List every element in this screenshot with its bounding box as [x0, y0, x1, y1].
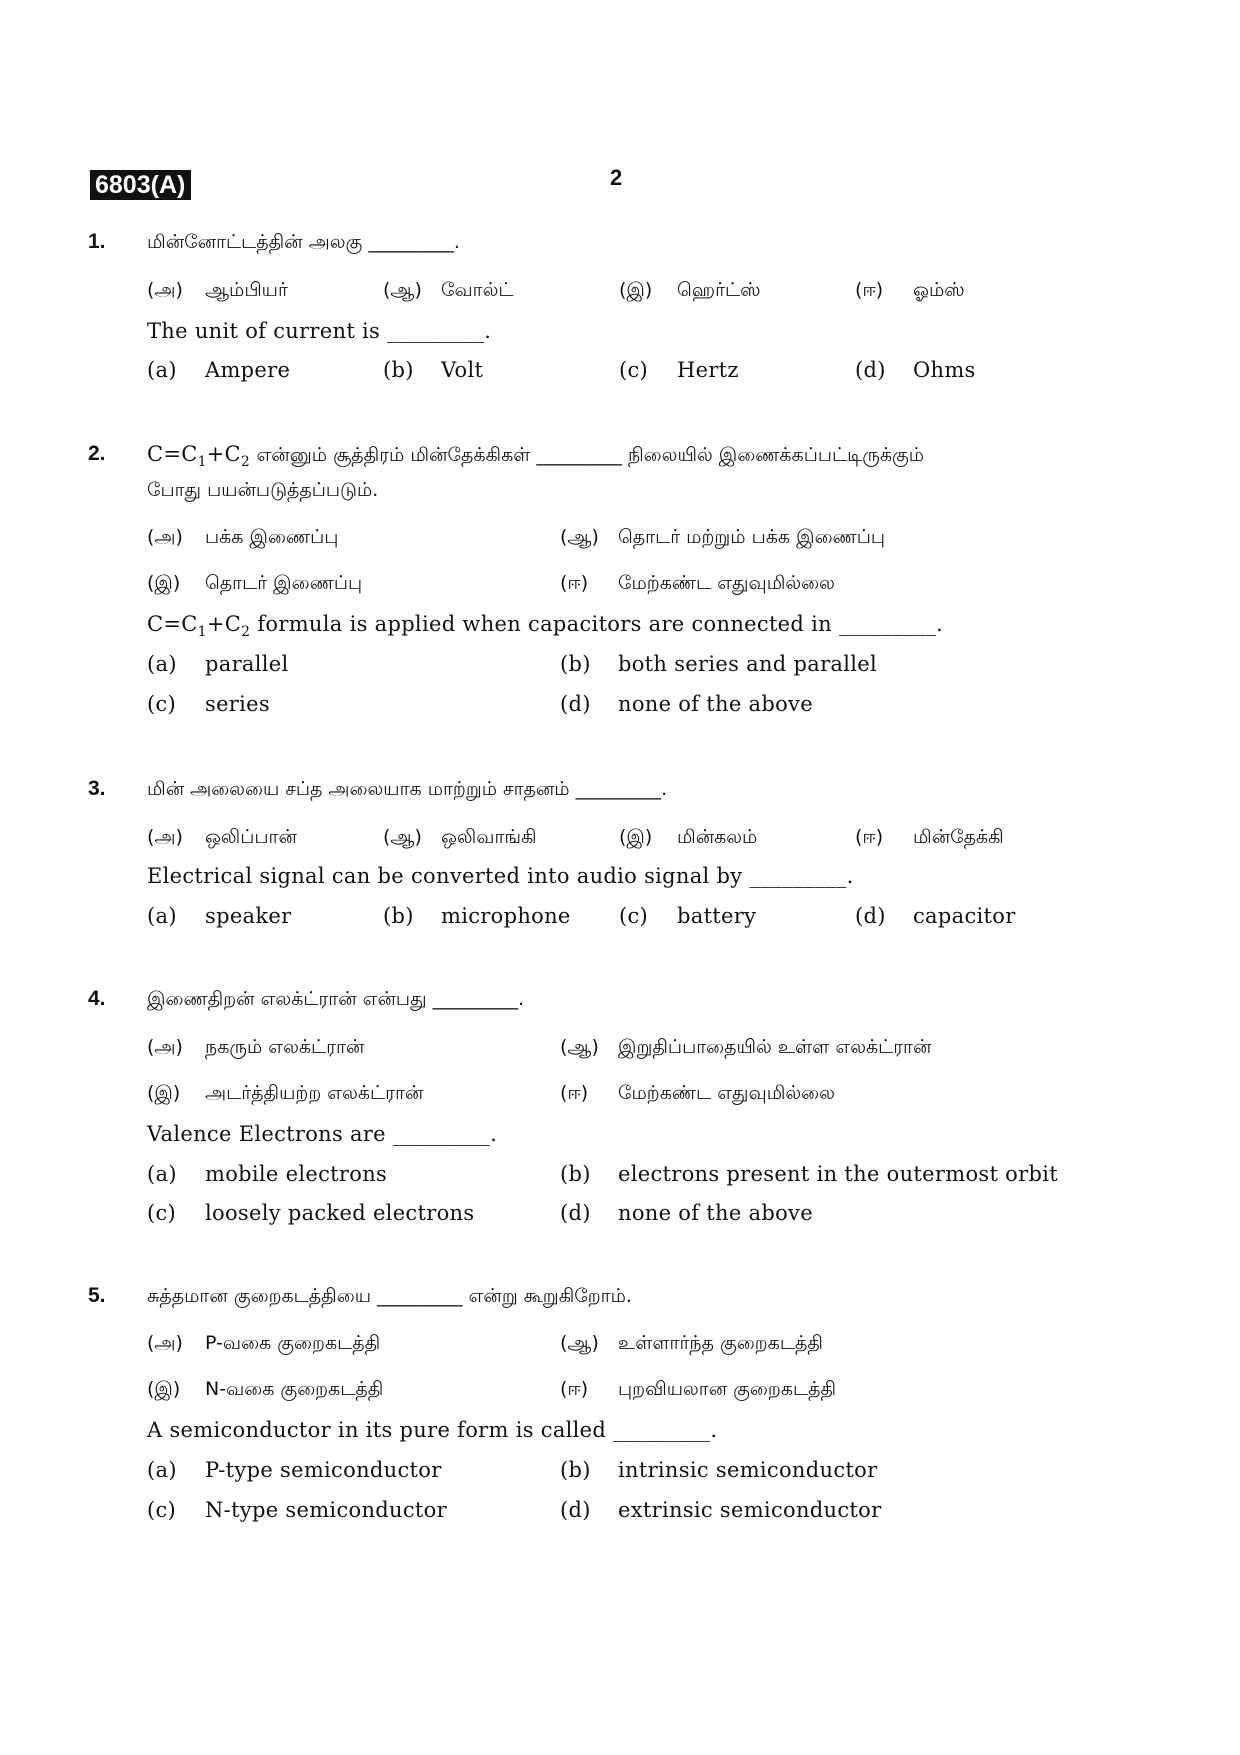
option-english-a: (a) speaker: [147, 904, 292, 928]
option-english-b: (b) Volt: [383, 358, 484, 382]
option-tamil-c: (இ) மின்கலம்: [619, 826, 758, 848]
option-tamil-b: (ஆ) தொடர் மற்றும் பக்க இணைப்பு: [560, 526, 886, 548]
option-english-a: (a) Ampere: [147, 358, 291, 382]
question-text-tamil: இணைதிறன் எலக்ட்ரான் என்பது _________.: [147, 988, 525, 1010]
option-english-d: (d) Ohms: [855, 358, 976, 382]
question-text-english: $C=C_1+C_2$ formula is applied when capacitors are connected in _________.: [147, 612, 944, 640]
question-number: 4.: [88, 987, 106, 1010]
option-english-a: (a) parallel: [147, 652, 289, 676]
option-tamil-c: (இ) N-வகை குறைகடத்தி: [147, 1378, 384, 1400]
option-tamil-d: (ஈ) ஓம்ஸ்: [855, 279, 965, 301]
option-english-b: (b) intrinsic semiconductor: [560, 1458, 878, 1482]
option-english-c: (c) N-type semiconductor: [147, 1498, 447, 1522]
question-text-tamil: மின்னோட்டத்தின் அலகு _________.: [147, 231, 460, 253]
option-english-a: (a) P-type semiconductor: [147, 1458, 442, 1482]
question-text-english: Electrical signal can be converted into audio signal by _________.: [147, 864, 854, 888]
question-text-tamil: மின் அலையை சப்த அலையாக மாற்றும் சாதனம் _________.: [147, 778, 668, 800]
option-tamil-a: (அ) ஆம்பியர்: [147, 279, 288, 301]
option-tamil-b: (ஆ) உள்ளார்ந்த குறைகடத்தி: [560, 1332, 823, 1354]
option-tamil-b: (ஆ) இறுதிப்பாதையில் உள்ள எலக்ட்ரான்: [560, 1036, 932, 1058]
option-english-d: (d) capacitor: [855, 904, 1016, 928]
question-text-tamil: சுத்தமான குறைகடத்தியை _________ என்று கூறுகிறோம்.: [147, 1285, 632, 1307]
option-tamil-c: (இ) அடர்த்தியற்ற எலக்ட்ரான்: [147, 1082, 424, 1104]
question-text-english: The unit of current is _________.: [147, 319, 492, 343]
question-text-english: Valence Electrons are _________.: [147, 1122, 498, 1146]
option-tamil-a: (அ) P-வகை குறைகடத்தி: [147, 1332, 381, 1354]
option-english-c: (c) loosely packed electrons: [147, 1201, 475, 1225]
option-english-d: (d) extrinsic semiconductor: [560, 1498, 882, 1522]
option-english-a: (a) mobile electrons: [147, 1162, 388, 1186]
option-english-c: (c) series: [147, 692, 270, 716]
formula-c: C: [147, 442, 164, 466]
page-number: 2: [610, 165, 623, 190]
option-tamil-b: (ஆ) வோல்ட்: [383, 279, 514, 301]
option-english-b: (b) electrons present in the outermost orbit: [560, 1162, 1058, 1186]
question-number: 2.: [88, 442, 106, 465]
option-tamil-d: (ஈ) மேற்கண்ட எதுவுமில்லை: [560, 572, 835, 594]
option-tamil-b: (ஆ) ஒலிவாங்கி: [383, 826, 537, 848]
option-tamil-d: (ஈ) புறவியலான குறைகடத்தி: [560, 1378, 837, 1400]
option-tamil-d: (ஈ) மேற்கண்ட எதுவுமில்லை: [560, 1082, 835, 1104]
option-english-b: (b) microphone: [383, 904, 571, 928]
option-english-d: (d) none of the above: [560, 1201, 813, 1225]
option-tamil-a: (அ) பக்க இணைப்பு: [147, 526, 339, 548]
question-number: 1.: [88, 230, 106, 253]
option-english-c: (c) battery: [619, 904, 757, 928]
question-number: 3.: [88, 777, 106, 800]
question-number: 5.: [88, 1284, 106, 1307]
option-tamil-a: (அ) நகரும் எலக்ட்ரான்: [147, 1036, 365, 1058]
option-tamil-c: (இ) ஹெர்ட்ஸ்: [619, 279, 761, 301]
option-english-c: (c) Hertz: [619, 358, 739, 382]
option-tamil-a: (அ) ஒலிப்பான்: [147, 826, 297, 848]
option-tamil-c: (இ) தொடர் இணைப்பு: [147, 572, 363, 594]
question-text-english: A semiconductor in its pure form is called _________.: [147, 1418, 718, 1442]
option-english-b: (b) both series and parallel: [560, 652, 878, 676]
question-text-tamil: $C=C_1+C_2$ என்னும் சூத்திரம் மின்தேக்கிகள் _________ நிலையில் இணைக்கப்பட்டிருக்கும்: [147, 442, 925, 470]
question-text-tamil-line2: போது பயன்படுத்தப்படும்.: [147, 479, 379, 501]
option-tamil-d: (ஈ) மின்தேக்கி: [855, 826, 1004, 848]
paper-code-badge: 6803(A): [90, 170, 191, 200]
option-english-d: (d) none of the above: [560, 692, 813, 716]
